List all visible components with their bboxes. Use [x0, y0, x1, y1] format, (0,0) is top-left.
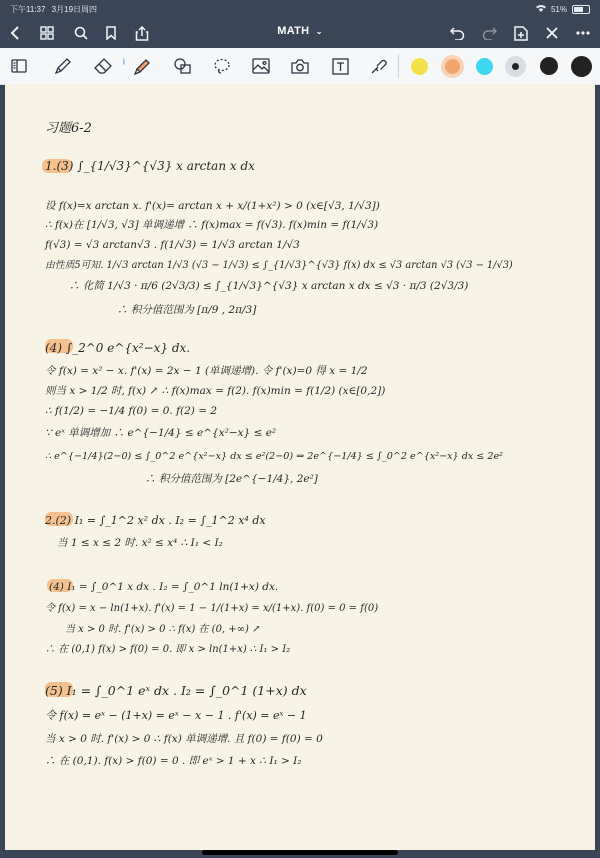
note-line: ∴ f(x)在 [1/√3, √3] 单调递增 ∴ f(x)max = f(√3). f(x)min = f(1/√3) — [45, 219, 379, 231]
add-page-icon[interactable] — [512, 24, 530, 42]
note-line: 令 f(x) = x − ln(1+x). f'(x) = 1 − 1/(1+x) = x/(1+x). f(0) = 0 = f(0) — [45, 603, 379, 614]
note-line: 令 f(x) = eˣ − (1+x) = eˣ − x − 1 . f'(x) = eˣ − 1 — [45, 709, 307, 722]
note-line: 设 f(x)=x arctan x. f'(x)= arctan x + x/(1+x²) > 0 (x∈[√3, 1/√3]) — [45, 200, 380, 212]
notebook-title[interactable]: MATH ⌄ — [277, 25, 323, 37]
battery-percent: 51% — [550, 4, 567, 14]
note-line: 由性质5可知. 1/√3 arctan 1/√3 (√3 − 1/√3) ≤ ∫_{1/√3}^{√3} f(x) dx ≤ √3 arctan √3 (√3 − 1/√3) — [45, 260, 513, 271]
thickness-small[interactable] — [505, 56, 526, 77]
status-right — [536, 4, 590, 14]
text-box-icon[interactable] — [329, 56, 351, 76]
note-line: ∴ 在 (0,1). f(x) > f(0) = 0 . 即 eˣ > 1 + x ∴ I₁ > I₂ — [45, 755, 302, 767]
link-tool-icon[interactable] — [368, 56, 390, 76]
camera-icon[interactable] — [289, 56, 311, 76]
color-swatch-orange-selected[interactable] — [441, 55, 464, 78]
note-line: 则当 x > 1/2 时, f(x) ↗ ∴ f(x)max = f(2). f(x)min = f(1/2) (x∈[0,2]) — [45, 385, 386, 397]
status-date: 3月19日周四 — [51, 4, 98, 14]
thickness-medium[interactable] — [540, 57, 558, 75]
note-line: ∴ 在 (0,1) f(x) > f(0) = 0. 即 x > ln(1+x) ∴ I₁ > I₂ — [45, 644, 291, 655]
note-line: (4) ∫_2^0 e^{x²−x} dx. — [45, 341, 191, 355]
share-icon[interactable] — [133, 24, 151, 42]
note-line: 1.(3) ∫_{1/√3}^{√3} x arctan x dx — [45, 159, 255, 173]
toggle-sidebar-icon[interactable] — [8, 56, 30, 76]
note-line: 当 x > 0 时. f'(x) > 0 ∴ f(x) 在 (0, +∞) ↗ — [65, 624, 261, 635]
note-line: 当 x > 0 时. f'(x) > 0 ∴ f(x) 单调递增. 且 f(0) = f(0) = 0 — [45, 733, 323, 745]
close-icon[interactable] — [543, 24, 561, 42]
eraser-icon[interactable] — [92, 56, 114, 76]
color-swatch-yellow[interactable] — [411, 58, 428, 75]
note-line: ∴ 积分值范围为 [π/9 , 2π/3] — [117, 304, 257, 316]
nav-bar — [0, 18, 600, 48]
more-icon[interactable] — [574, 24, 592, 42]
note-line: ∵ eˣ 单调增加 ∴ e^{−1/4} ≤ e^{x²−x} ≤ e² — [45, 427, 277, 439]
note-line: 当 1 ≤ x ≤ 2 时. x² ≤ x⁴ ∴ I₁ < I₂ — [57, 537, 223, 549]
highlighter-icon[interactable] — [132, 56, 154, 76]
note-line: f(√3) = √3 arctan√3 . f(1/√3) = 1/√3 arctan 1/√3 — [45, 239, 300, 251]
thickness-large[interactable] — [571, 56, 592, 77]
bluetooth-icon: ᛒ — [121, 58, 127, 66]
toolbar-divider — [398, 54, 399, 78]
status-left — [10, 4, 97, 15]
shapes-icon[interactable] — [171, 56, 193, 76]
search-icon[interactable] — [72, 24, 90, 42]
note-line: 令 f(x) = x² − x. f'(x) = 2x − 1 (单调递增). 令 f'(x)=0 得 x = 1/2 — [45, 365, 368, 377]
status-bar — [0, 0, 600, 18]
color-swatch-cyan[interactable] — [476, 58, 493, 75]
image-icon[interactable] — [250, 56, 272, 76]
note-line: (4) I₁ = ∫_0^1 x dx . I₂ = ∫_0^1 ln(1+x) dx. — [49, 581, 279, 593]
chevron-down-icon: ⌄ — [315, 27, 323, 36]
note-line: ∴ 化简 1/√3 · π/6 (2√3/3) ≤ ∫_{1/√3}^{√3} x arctan x dx ≤ √3 · π/3 (2√3/3) — [69, 280, 469, 292]
pen-icon[interactable] — [52, 56, 74, 76]
note-line: 2.(2) I₁ = ∫_1^2 x² dx . I₂ = ∫_1^2 x⁴ dx — [45, 514, 266, 527]
note-line: (5) I₁ = ∫_0^1 eˣ dx . I₂ = ∫_0^1 (1+x) dx — [45, 683, 307, 698]
bookmark-icon[interactable] — [102, 24, 120, 42]
redo-icon[interactable] — [480, 24, 498, 42]
note-line: ∴ e^{−1/4}(2−0) ≤ ∫_0^2 e^{x²−x} dx ≤ e²(2−0) ⇒ 2e^{−1/4} ≤ ∫_0^2 e^{x²−x} dx ≤ 2e² — [45, 451, 504, 462]
lasso-icon[interactable] — [211, 56, 233, 76]
chevron-left-icon[interactable] — [6, 24, 24, 42]
drawing-toolbar — [0, 48, 600, 85]
undo-icon[interactable] — [448, 24, 466, 42]
wifi-icon — [536, 4, 546, 14]
home-indicator[interactable] — [202, 850, 398, 855]
status-time: 下午11:37 — [10, 4, 46, 14]
note-line: ∴ 积分值范围为 [2e^{−1/4}, 2e²] — [145, 473, 318, 485]
notebook-page[interactable] — [5, 84, 595, 850]
battery-icon — [572, 5, 590, 14]
notes-title: 习题6-2 — [45, 121, 92, 136]
note-line: ∴ f(1/2) = −1/4 f(0) = 0. f(2) = 2 — [45, 405, 218, 417]
grid-icon[interactable] — [38, 24, 56, 42]
